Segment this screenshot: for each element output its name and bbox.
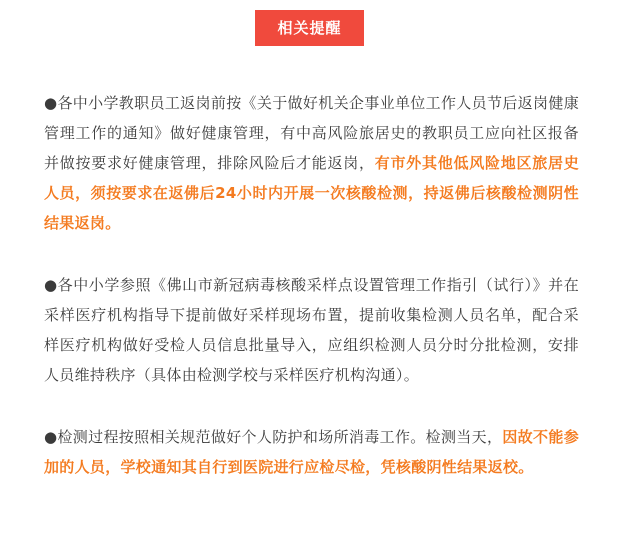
paragraph-highlight: 因故不能参加的人员，学校通知其自行到医院进行应检尽检，凭核酸阴性结果返校。 [44,428,579,476]
section-tag: 相关提醒 [255,10,363,46]
bullet-icon: ● [44,94,58,112]
notice-paragraph-1 [44,88,579,238]
notice-paragraph-2 [44,270,579,390]
header [0,10,619,46]
paragraph-text: 各中小学教职员工返岗前按《关于做好机关企事业单位工作人员节后返岗健康管理工作的通知》做好健康管理，有中高风险旅居史的教职员工应向社区报备并做按要求好健康管理，排除风险后才能返岗， [44,94,579,172]
paragraph-highlight: 有市外其他低风险地区旅居史人员，须按要求在返佛后24小时内开展一次核酸检测，持返佛后核酸检测阴性结果返岗。 [44,154,579,232]
paragraph-text: 检测过程按照相关规范做好个人防护和场所消毒工作。检测当天， [57,428,503,446]
notice-paragraph-3 [44,422,579,482]
bullet-icon: ● [44,428,58,446]
paragraph-text: 各中小学参照《佛山市新冠病毒核酸采样点设置管理工作指引（试行）》并在采样医疗机构指导下提前做好采样现场布置，提前收集检测人员名单，配合采样医疗机构做好受检人员信息批量导入，应组织检测人员分时分批检测，安排人员维持秩序（具体由检测学校与采样医疗机构沟通）。 [44,276,579,384]
notice-content [44,88,579,482]
bullet-icon: ● [44,276,58,294]
